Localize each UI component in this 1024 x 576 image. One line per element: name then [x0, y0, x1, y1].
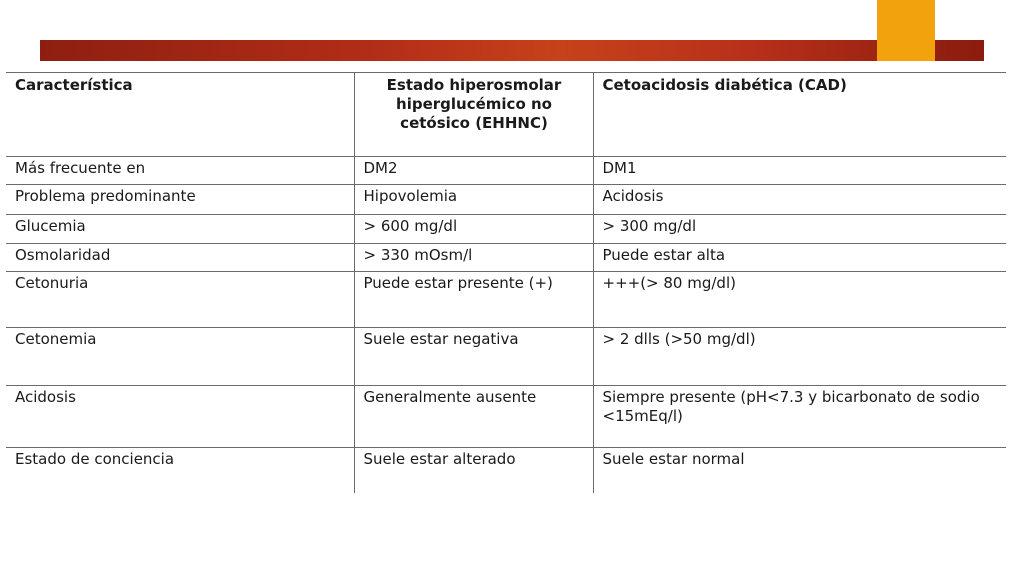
- table-row: [6, 386, 1006, 448]
- ehhnc-cell: Puede estar presente (+): [354, 272, 593, 328]
- comparison-table: [6, 72, 1006, 493]
- header-band: [40, 40, 984, 61]
- accent-block: [877, 0, 935, 61]
- row-label: Estado de conciencia: [15, 450, 175, 468]
- comparison-table-container: [6, 72, 1006, 493]
- row-label: Problema predominante: [6, 185, 354, 215]
- row-label: Glucemia: [6, 215, 354, 244]
- cad-cell: +++(> 80 mg/dl): [593, 272, 1006, 328]
- column-header-ehhnc: Estado hiperosmolar hiperglucémico no cetósico (EHHNC): [354, 73, 593, 157]
- table-header-row: [6, 73, 1006, 157]
- cad-cell: Acidosis: [593, 185, 1006, 215]
- table-row: [6, 244, 1006, 272]
- table-row: [6, 328, 1006, 386]
- table-row: [6, 157, 1006, 185]
- row-label: Acidosis: [6, 386, 354, 448]
- row-label: Cetonemia: [6, 328, 354, 386]
- cad-cell: > 300 mg/dl: [593, 215, 1006, 244]
- table-row: [6, 272, 1006, 328]
- column-header-cad: Cetoacidosis diabética (CAD): [593, 73, 1006, 157]
- table-row: [6, 448, 1006, 494]
- cad-cell: > 2 dlls (>50 mg/dl): [593, 328, 1006, 386]
- cad-cell: DM1: [593, 157, 1006, 185]
- row-label: Cetonuria: [6, 272, 354, 328]
- ehhnc-cell: DM2: [354, 157, 593, 185]
- cad-cell: Puede estar alta: [593, 244, 1006, 272]
- ehhnc-cell: > 600 mg/dl: [354, 215, 593, 244]
- ehhnc-cell: Suele estar alterado: [354, 448, 593, 494]
- table-row: [6, 185, 1006, 215]
- row-label: Más frecuente en: [6, 157, 354, 185]
- table-row: [6, 215, 1006, 244]
- ehhnc-cell: > 330 mOsm/l: [354, 244, 593, 272]
- row-label: Osmolaridad: [6, 244, 354, 272]
- cad-cell: Suele estar normal: [593, 448, 1006, 494]
- ehhnc-cell: Generalmente ausente: [354, 386, 593, 448]
- cad-cell: Siempre presente (pH<7.3 y bicarbonato de sodio <15mEq/l): [593, 386, 1006, 448]
- column-header-caracteristica: Característica: [6, 73, 354, 157]
- ehhnc-cell: Suele estar negativa: [354, 328, 593, 386]
- ehhnc-cell: Hipovolemia: [354, 185, 593, 215]
